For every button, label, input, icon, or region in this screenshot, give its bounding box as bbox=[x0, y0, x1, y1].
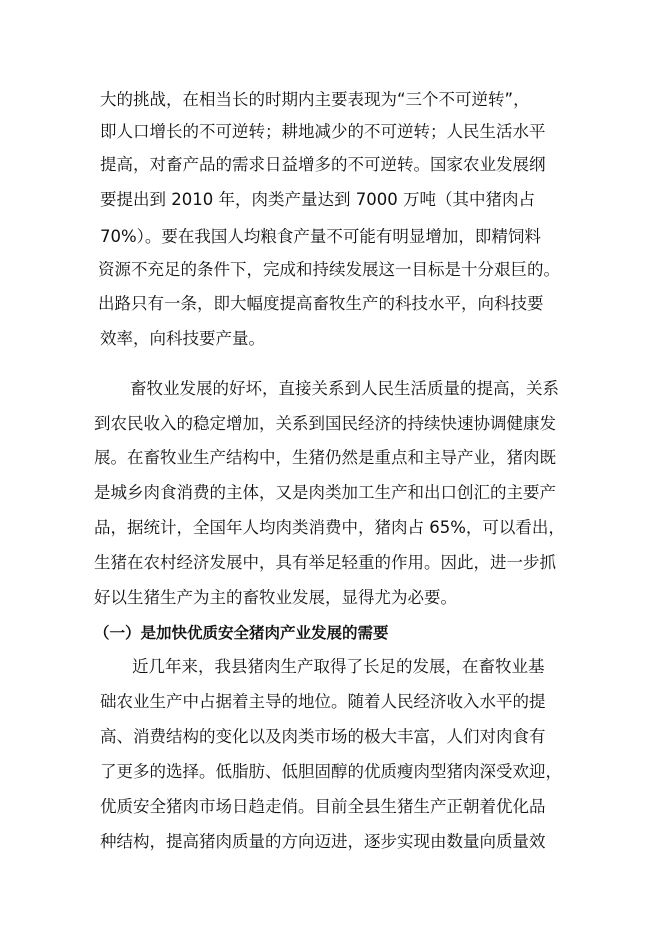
text-line: 优质安全猪肉市场日趋走俏。目前全县生猪生产正朝着优化品 bbox=[100, 797, 546, 816]
text-line: 种结构，提高猪肉质量的方向迈进，逐步实现由数量向质量效 bbox=[100, 832, 546, 851]
text-line: 品，据统计，全国年人均肉类消费中，猪肉占 65%，可以看出， bbox=[94, 518, 565, 537]
section-heading: （一）是加快优质安全猪肉产业发展的需要 bbox=[94, 624, 389, 642]
text-line: 展。在畜牧业生产结构中，生猪仍然是重点和主导产业，猪肉既 bbox=[94, 448, 556, 467]
text-line: 效率，向科技要产量。 bbox=[100, 329, 265, 348]
text-line: 好以生猪生产为主的畜牧业发展，显得尤为必要。 bbox=[94, 588, 457, 607]
text-line: 生猪在农村经济发展中，具有举足轻重的作用。因此，进一步抓 bbox=[94, 553, 556, 572]
text-line: 了更多的选择。低脂肪、低胆固醇的优质瘦肉型猪肉深受欢迎， bbox=[100, 762, 562, 781]
text-line: 近几年来，我县猪肉生产取得了长足的发展，在畜牧业基 bbox=[132, 657, 545, 676]
text-line: 70%）。要在我国人均粮食产量不可能有明显增加，即精饲料 bbox=[100, 227, 541, 246]
text-line: 出路只有一条，即大幅度提高畜牧生产的科技水平，向科技要 bbox=[98, 294, 544, 313]
text-line: 高、消费结构的变化以及肉类市场的极大丰富，人们对肉食有 bbox=[100, 727, 546, 746]
text-line: 提高，对畜产品的需求日益增多的不可逆转。国家农业发展纲 bbox=[100, 155, 546, 174]
text-line: 础农业生产中占据着主导的地位。随着人民经济收入水平的提 bbox=[100, 692, 546, 711]
text-line: 大的挑战，在相当长的时期内主要表现为“三个不可逆转”， bbox=[100, 90, 530, 109]
text-line: 资源不充足的条件下，完成和持续发展这一目标是十分艰巨的。 bbox=[98, 260, 560, 279]
text-line: 是城乡肉食消费的主体，又是肉类加工生产和出口创汇的主要产 bbox=[94, 483, 556, 502]
text-line: 即人口增长的不可逆转；耕地减少的不可逆转；人民生活水平 bbox=[100, 122, 546, 141]
text-line: 要提出到 2010 年，肉类产量达到 7000 万吨（其中猪肉占 bbox=[100, 190, 535, 209]
text-line: 畜牧业发展的好坏，直接关系到人民生活质量的提高，关系 bbox=[130, 379, 559, 398]
text-line: 到农民收入的稳定增加，关系到国民经济的持续快速协调健康发 bbox=[94, 414, 556, 433]
